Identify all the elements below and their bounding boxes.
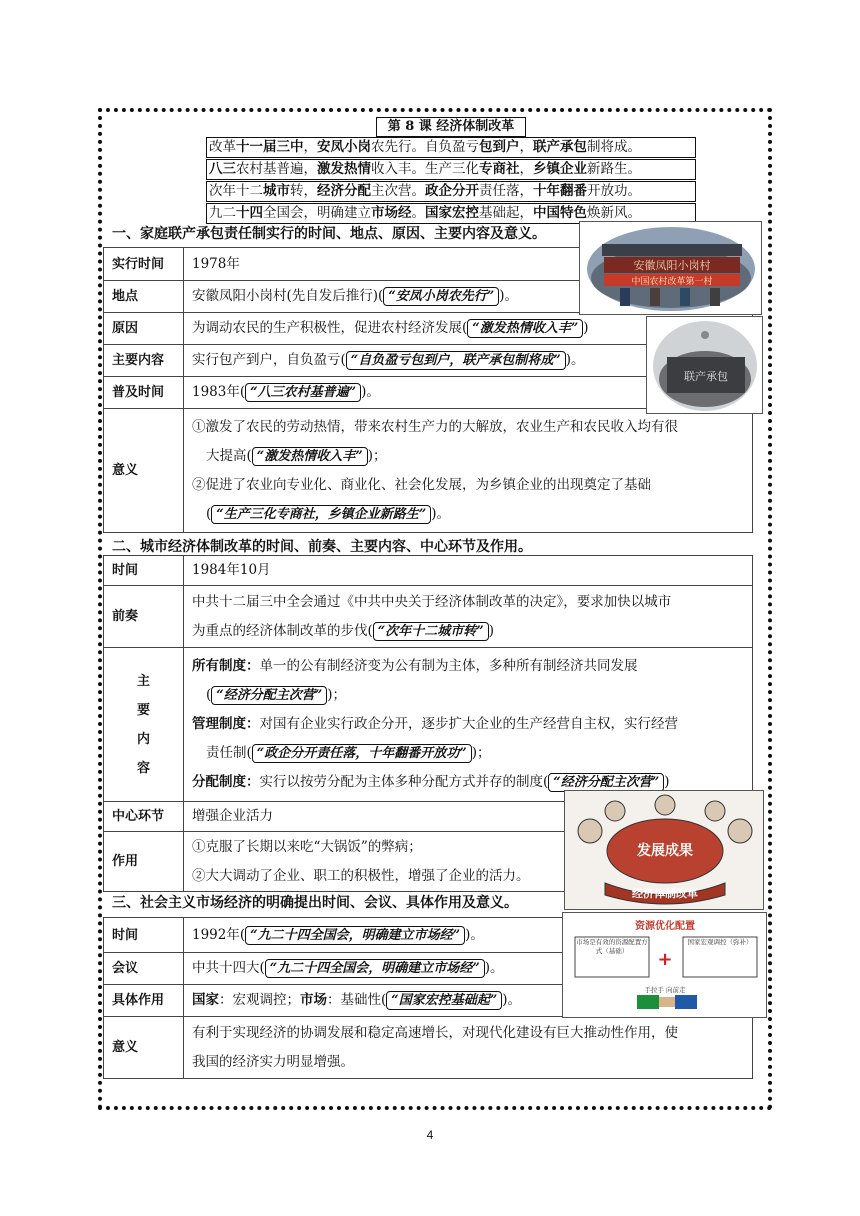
row-label: 作用 <box>104 832 184 892</box>
row-label: 时间 <box>104 918 184 953</box>
diagram-left-text: 市场是有效的资源配置方式（基础） <box>576 938 648 955</box>
row-value: ①克服了长期以来吃“大锅饭”的弊病； ②大大调动了企业、职工的积极性，增强了企业的活力。 <box>184 832 753 892</box>
table-row <box>104 409 753 533</box>
rhyme-text: 收入丰。生产三化 <box>371 161 479 177</box>
rhyme-text: ， <box>303 139 317 155</box>
diagram-hands-text: 手拉手 向前走 <box>644 986 686 994</box>
row-value: 实行包产到户，自负盈亏( “自负盈亏包到户，联产承包制将成” )。 <box>184 345 753 377</box>
rhyme-line-1 <box>206 137 696 158</box>
rhyme-text: ， <box>519 139 533 155</box>
row-label: 意义 <box>104 1017 184 1079</box>
reform-cartoon <box>564 790 764 910</box>
rhyme-keyword: 乡镇企业 <box>533 161 587 177</box>
row-value: 安徽凤阳小岗村(先自发后推行)( “安凤小岗农先行” )。 <box>184 281 753 313</box>
diagram-right-text: 国家宏观调控（弥补） <box>687 938 753 946</box>
rhyme-text: 农先行。自负盈亏 <box>371 139 479 155</box>
row-label: 中心环节 <box>104 802 184 832</box>
page-number: 4 <box>426 1128 434 1142</box>
row-label: 时间 <box>104 556 184 586</box>
mnemonic-tag: “安凤小岗农先行” <box>383 287 499 306</box>
xiaogang-village-photo <box>579 221 762 315</box>
rhyme-keyword: 国家宏控 <box>425 205 479 221</box>
row-label-vertical <box>104 648 184 802</box>
section3-title: 三、社会主义市场经济的明确提出时间、会议、具体作用及意义。 <box>112 895 518 911</box>
section2-title: 二、城市经济体制改革的时间、前奏、主要内容、中心环节及作用。 <box>112 539 532 555</box>
row-label: 意义 <box>104 409 184 533</box>
row-label: 地点 <box>104 281 184 313</box>
vertical-char: 容 <box>136 760 150 776</box>
table-row <box>104 586 753 648</box>
rhyme-text: 转， <box>290 183 317 199</box>
mnemonic-tag: “次年十二城市转” <box>373 622 489 641</box>
row-label: 具体作用 <box>104 985 184 1017</box>
rhyme-text: 制将成。 <box>587 139 641 155</box>
row-value: 1992年( “九二十四全国会，明确建立市场经” )。 <box>184 918 753 953</box>
rhyme-keyword: 八三 <box>209 161 236 177</box>
lesson-title: 第 8 课 经济体制改革 <box>376 117 526 137</box>
banner-text-1: 安徽凤阳小岗村 <box>633 259 711 272</box>
row-value: ①激发了农民的劳动热情，带来农村生产力的大解放，农业生产和农民收入均有很 大提高( “激发热情收入丰” )； ②促进了农业向专业化、商业化、社会化发展，为乡镇企业的出现奠定了基础 ( “生产三化专商社，乡镇企业新路生” )。 <box>184 409 753 533</box>
row-value: 所有制度：单一的公有制经济变为公有制为主体，多种所有制经济共同发展 ( “经济分配主次营” )； 管理制度：对国有企业实行政企分开，逐步扩大企业的生产经营自主权，实行经营 责任制( “政企分开责任落，十年翻番开放功” )； 分配制度：实行以按劳分配为主体多种分配方式并存的制度( “经济分配主次营” ) <box>184 648 753 802</box>
rhyme-text: 农村基普遍， <box>236 161 317 177</box>
rhyme-text: 焕新风。 <box>587 205 641 221</box>
rhyme-keyword: 联产承包 <box>533 139 587 155</box>
section1-title: 一、家庭联产承包责任制实行的时间、地点、原因、主要内容及意义。 <box>112 226 546 242</box>
rhyme-text: 全国会，明确建立 <box>263 205 371 221</box>
mnemonic-tag: “经济分配主次营” <box>211 686 327 705</box>
row-value: 有利于实现经济的协调发展和稳定高速增长，对现代化建设有巨大推动性作用，使 我国的经济实力明显增强。 <box>184 1017 753 1079</box>
row-label: 普及时间 <box>104 377 184 409</box>
vertical-char: 主 <box>136 673 150 689</box>
rhyme-line-2 <box>206 159 696 180</box>
rhyme-text: 开放功。 <box>587 183 641 199</box>
mnemonic-tag: “自负盈亏包到户，联产承包制将成” <box>346 351 566 370</box>
row-value: 增强企业活力 <box>184 802 753 832</box>
table-row <box>104 1017 753 1079</box>
rhyme-text: 责任落， <box>479 183 533 199</box>
row-label: 原因 <box>104 313 184 345</box>
rhyme-text: ， <box>519 161 533 177</box>
banner-text-2: 中国农村改革第一村 <box>631 277 713 287</box>
vertical-char: 内 <box>136 731 150 747</box>
row-value: 为调动农民的生产积极性，促进农村经济发展( “激发热情收入丰” ) <box>184 313 753 345</box>
rhyme-line-3 <box>206 181 696 202</box>
row-label: 前奏 <box>104 586 184 648</box>
pot-text: 发展成果 <box>637 843 693 859</box>
rhyme-keyword: 政企分开 <box>425 183 479 199</box>
rhyme-text: 九二 <box>209 205 236 221</box>
mnemonic-tag: “激发热情收入丰” <box>252 447 368 466</box>
diagram-title: 资源优化配置 <box>635 921 695 932</box>
rhyme-text: 新路生。 <box>587 161 641 177</box>
mnemonic-tag: “国家宏控基础起” <box>386 991 502 1010</box>
rhyme-keyword: 专商社 <box>479 161 520 177</box>
rhyme-keyword: 十一届三中 <box>236 139 304 155</box>
rhyme-keyword: 安凤小岗 <box>317 139 371 155</box>
rhyme-keyword: 激发热情 <box>317 161 371 177</box>
contract-monument-photo <box>646 316 763 414</box>
vertical-char: 要 <box>136 702 150 718</box>
rhyme-keyword: 经济分配 <box>317 183 371 199</box>
sign-text: 联产承包 <box>684 370 728 383</box>
mnemonic-tag: “政企分开责任落，十年翻番开放功” <box>252 744 472 763</box>
mnemonic-tag: “激发热情收入丰” <box>467 319 583 338</box>
rhyme-keyword: 城市 <box>263 183 290 199</box>
row-value: 中共十四大( “九二十四全国会，明确建立市场经” )。 <box>184 953 753 985</box>
row-label: 主要内容 <box>104 345 184 377</box>
row-value: 1983年( “八三农村基普遍” )。 <box>184 377 753 409</box>
mnemonic-tag: “九二十四全国会，明确建立市场经” <box>245 926 465 945</box>
row-label: 会议 <box>104 953 184 985</box>
table-row <box>104 648 753 802</box>
rhyme-text: 主次营。 <box>371 183 425 199</box>
rhyme-keyword: 包到户 <box>479 139 520 155</box>
mnemonic-tag: “经济分配主次营” <box>548 773 664 792</box>
rhyme-keyword: 十年翻番 <box>533 183 587 199</box>
rhyme-keyword: 中国特色 <box>533 205 587 221</box>
row-value: 1984年10月 <box>184 556 753 586</box>
rhyme-text: 次年十二 <box>209 183 263 199</box>
resource-allocation-diagram <box>562 912 767 1018</box>
row-label: 实行时间 <box>104 248 184 281</box>
rhyme-keyword: 十四 <box>236 205 263 221</box>
table-row <box>104 556 753 586</box>
rhyme-text: 。 <box>411 205 425 221</box>
rhyme-keyword: 市场经 <box>371 205 412 221</box>
plus-icon: + <box>657 949 673 970</box>
mnemonic-tag: “生产三化专商社，乡镇企业新路生” <box>211 505 431 524</box>
row-value: 中共十二届三中全会通过《中共中央关于经济体制改革的决定》，要求加快以城市 为重点的经济体制改革的步伐( “次年十二城市转” ) <box>184 586 753 648</box>
rhyme-text: 基础起， <box>479 205 533 221</box>
row-value: 1978年 <box>184 248 753 281</box>
cartoon-banner-text: 经济体制改革 <box>632 887 698 900</box>
rhyme-text: 改革 <box>209 139 236 155</box>
row-value: 国家：宏观调控；市场：基础性( “国家宏控基础起” )。 <box>184 985 753 1017</box>
mnemonic-tag: “九二十四全国会，明确建立市场经” <box>265 959 485 978</box>
mnemonic-tag: “八三农村基普遍” <box>245 383 361 402</box>
